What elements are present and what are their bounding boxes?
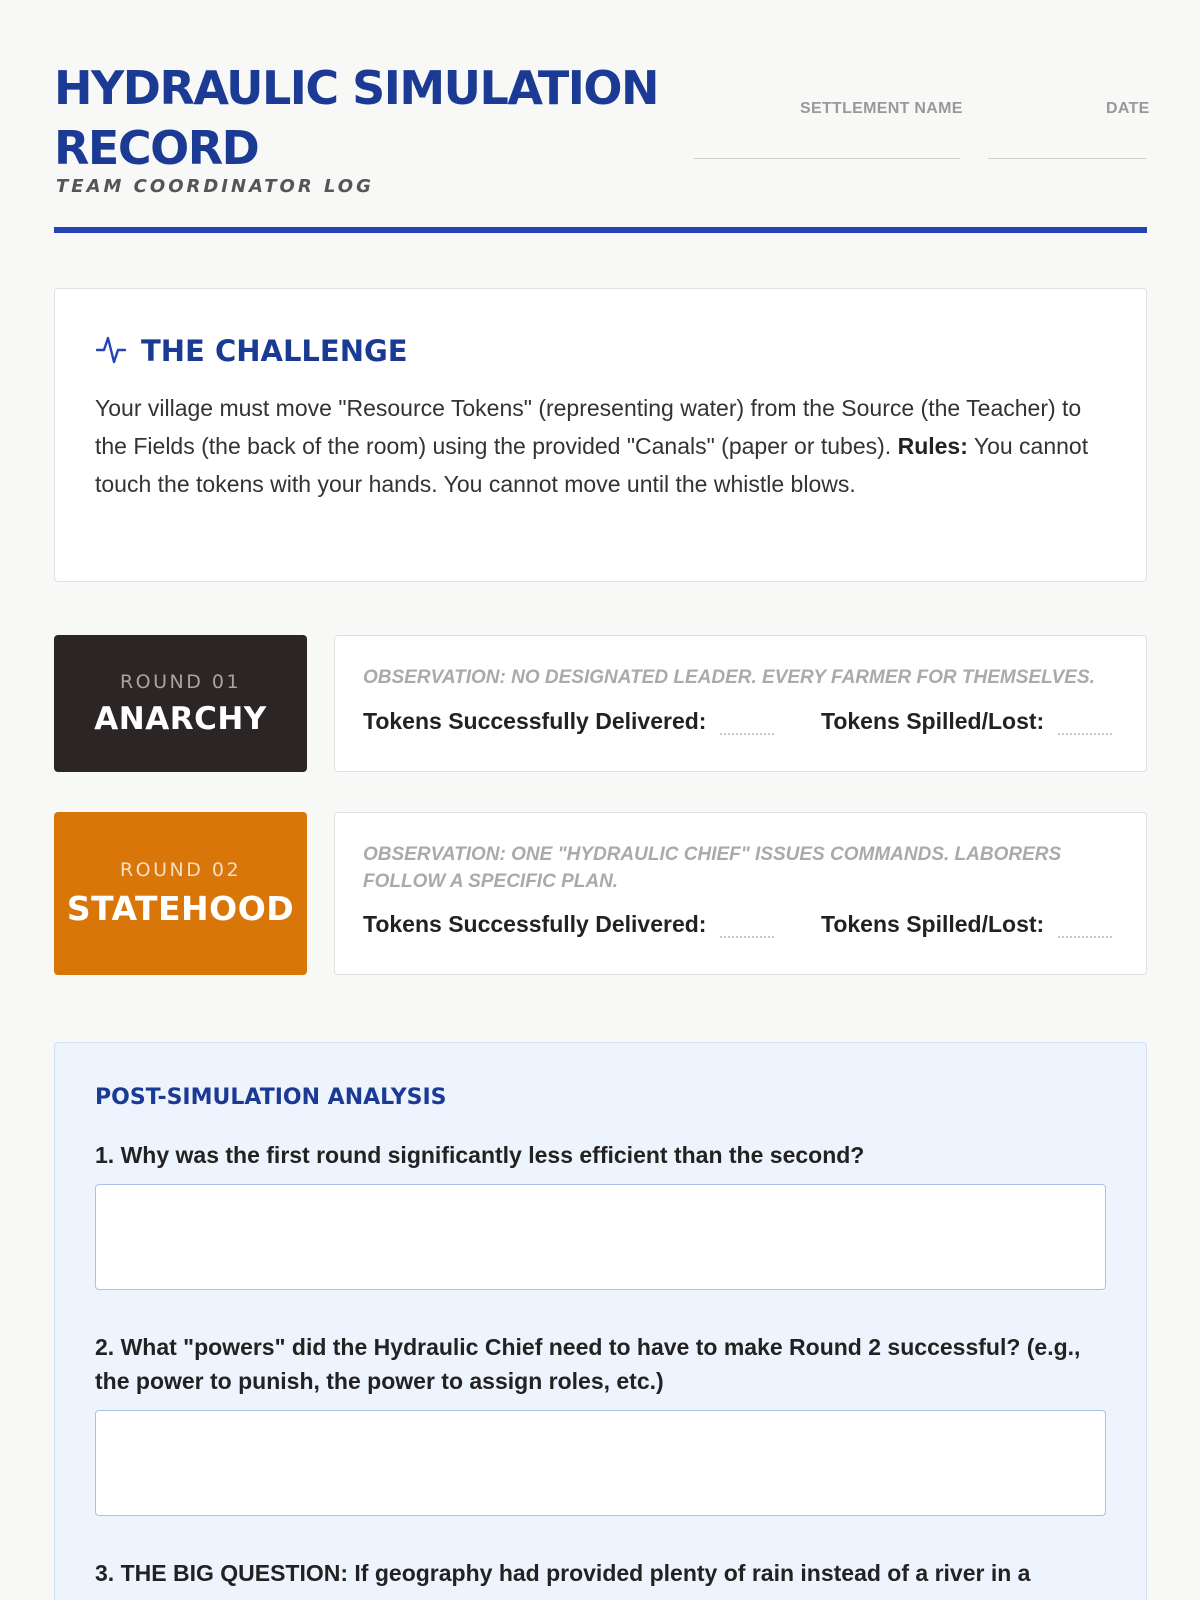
rules-label: Rules:	[897, 433, 968, 459]
date-label: DATE	[1106, 100, 1150, 117]
round-2-name: STATEHOOD	[66, 889, 295, 928]
page-title: HYDRAULIC SIMULATION RECORD	[54, 61, 658, 175]
settlement-name-field[interactable]	[694, 158, 960, 159]
delivered-input[interactable]	[720, 920, 774, 938]
round-1-badge	[54, 635, 307, 772]
round-1-lost	[821, 708, 1112, 735]
lost-label: Tokens Spilled/Lost:	[821, 708, 1045, 734]
date-field[interactable]	[988, 158, 1146, 159]
analysis-title: POST-SIMULATION ANALYSIS	[95, 1085, 447, 1110]
round-1-observation: OBSERVATION: NO DESIGNATED LEADER. EVERY FARMER FOR THEMSELVES.	[363, 667, 1095, 688]
question-1: 1. Why was the first round significantly less efficient than the second?	[95, 1142, 865, 1168]
header-divider	[54, 227, 1147, 233]
round-2-observation: OBSERVATION: ONE "HYDRAULIC CHIEF" ISSUES COMMANDS. LABORERS FOLLOW A SPECIFIC PLAN.	[363, 844, 1062, 892]
rules-text: You cannot touch the tokens with your hands. You cannot move until the whistle blows.	[95, 433, 1089, 497]
challenge-text	[95, 389, 1106, 503]
round-2-card	[334, 812, 1147, 975]
question-3: 3. THE BIG QUESTION: If geography had provided plenty of rain instead of a river in a	[95, 1560, 1031, 1586]
delivered-input[interactable]	[720, 717, 774, 735]
challenge-title: THE CHALLENGE	[141, 334, 408, 368]
round-1-card	[334, 635, 1147, 772]
lost-label: Tokens Spilled/Lost:	[821, 911, 1045, 937]
settlement-name-label: SETTLEMENT NAME	[800, 100, 963, 117]
activity-pulse-icon	[95, 333, 127, 370]
answer-2-field[interactable]	[95, 1410, 1106, 1516]
round-2-badge	[54, 812, 307, 975]
challenge-card	[54, 288, 1147, 582]
round-1-number: ROUND 01	[119, 670, 242, 693]
page-subtitle: TEAM COORDINATOR LOG	[56, 176, 374, 197]
delivered-label: Tokens Successfully Delivered:	[363, 708, 707, 734]
round-1-name: ANARCHY	[94, 700, 267, 737]
round-2-delivered	[363, 911, 821, 938]
delivered-label: Tokens Successfully Delivered:	[363, 911, 707, 937]
lost-input[interactable]	[1058, 717, 1112, 735]
round-2-lost	[821, 911, 1112, 938]
lost-input[interactable]	[1058, 920, 1112, 938]
answer-1-field[interactable]	[95, 1184, 1106, 1290]
question-2: 2. What "powers" did the Hydraulic Chief need to have to make Round 2 successful? (e.g., the power to punish, the power to assign roles, etc.)	[95, 1334, 1081, 1394]
page-header	[54, 54, 1150, 234]
analysis-section	[54, 1042, 1147, 1600]
round-2-number: ROUND 02	[119, 859, 242, 881]
challenge-description: Your village must move "Resource Tokens" (representing water) from the Source (the Teacher) to the Fields (the back of the room) using the provided "Canals" (paper or tubes).	[95, 395, 1082, 459]
round-1-delivered	[363, 708, 821, 735]
